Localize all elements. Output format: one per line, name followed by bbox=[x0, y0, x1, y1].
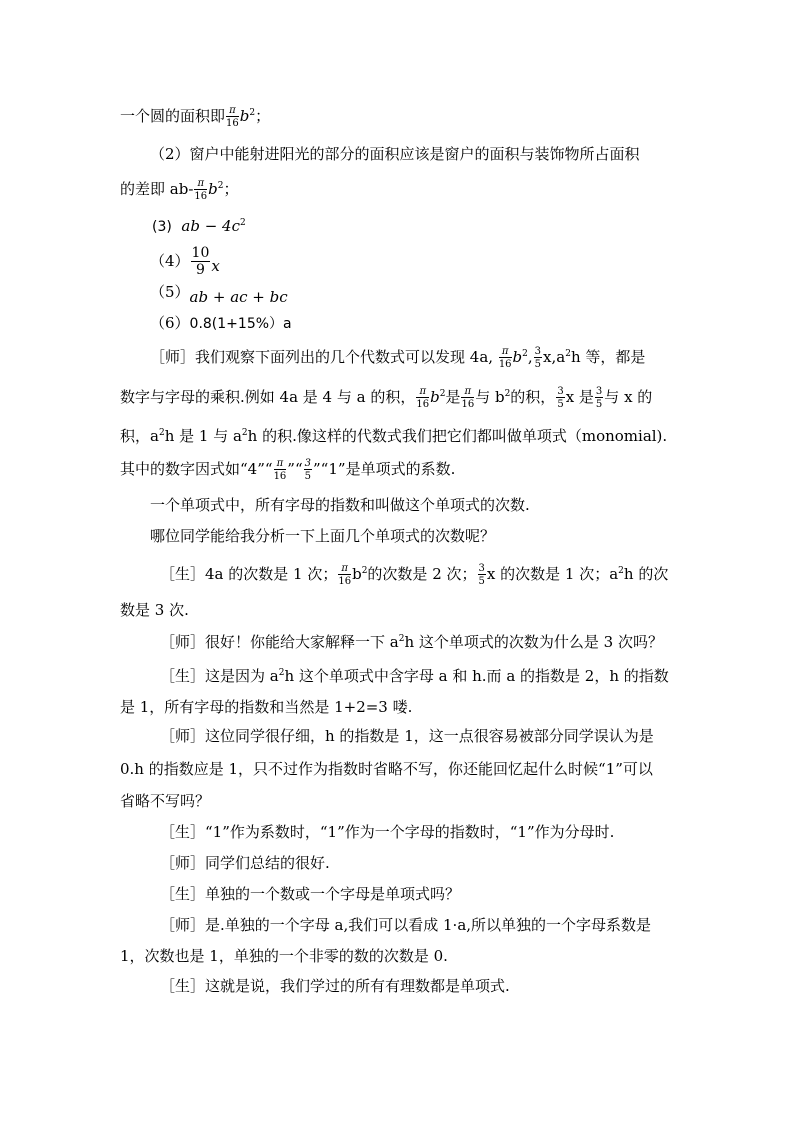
fraction-denominator: 9 bbox=[196, 262, 205, 278]
exponent: 2 bbox=[618, 566, 624, 576]
fraction-denominator: 5 bbox=[557, 399, 564, 410]
text-run: 是 bbox=[445, 388, 461, 406]
exponent: 2 bbox=[158, 428, 165, 438]
text-run: x 的次数是 1 次；a bbox=[486, 565, 619, 583]
text-run: 其中的数字因式如“4”“ bbox=[120, 460, 273, 478]
fraction-numerator: 3 bbox=[534, 346, 542, 357]
text-run: ［生］这是因为 a bbox=[160, 667, 279, 685]
exponent: 2 bbox=[241, 428, 248, 438]
text-run: ”“1”是单项式的系数. bbox=[313, 460, 456, 478]
text-run: x,a bbox=[543, 348, 566, 366]
text-run: ； bbox=[223, 180, 239, 198]
fraction-denominator: 5 bbox=[304, 471, 312, 482]
fraction bbox=[194, 178, 207, 202]
text-run: h 这个单项式中含字母 a 和 h.而 a 的指数是 2，h 的指数 bbox=[284, 667, 669, 685]
text-run: ［生］4a 的次数是 1 次； bbox=[160, 565, 338, 583]
item-number: (3) bbox=[152, 219, 172, 235]
text-line bbox=[120, 426, 667, 446]
fraction-denominator: 16 bbox=[194, 191, 208, 202]
fraction-denominator: 16 bbox=[226, 118, 239, 129]
text-line: 哪位同学能给我分析一下上面几个单项式的次数呢？ bbox=[150, 527, 496, 545]
exponent: 2 bbox=[249, 108, 256, 118]
fraction-numerator: 3 bbox=[478, 563, 485, 574]
exponent: 2 bbox=[522, 349, 528, 359]
fraction-numerator: π bbox=[226, 105, 239, 117]
variable: b bbox=[512, 348, 523, 366]
text-line bbox=[150, 246, 220, 278]
fraction bbox=[274, 458, 287, 482]
variable: b bbox=[208, 180, 218, 198]
fraction-denominator: 16 bbox=[273, 471, 287, 482]
fraction bbox=[416, 386, 429, 410]
exponent: 2 bbox=[217, 181, 224, 191]
text-line: 0.h 的指数应是 1，只不过作为指数时省略不写，你还能回忆起什么时候“1”可以 bbox=[120, 760, 653, 778]
text-line: ［生］这就是说，我们学过的所有有理数都是单项式. bbox=[160, 977, 510, 995]
text-run: h 的次 bbox=[623, 565, 669, 583]
text-run: 一个圆的面积即 bbox=[120, 107, 226, 125]
variable: b bbox=[239, 107, 250, 125]
text-line bbox=[120, 386, 652, 410]
fraction bbox=[461, 386, 474, 410]
text-line: ［师］是.单独的一个字母 a,我们可以看成 1·a,所以单独的一个字母系数是 bbox=[160, 916, 652, 934]
text-line: 数是 3 次. bbox=[120, 601, 189, 619]
exponent: 2 bbox=[504, 389, 511, 399]
text-run: 的差即 ab- bbox=[120, 180, 194, 198]
text-run: ”“ bbox=[287, 460, 303, 478]
text-run: h 等，都是 bbox=[570, 348, 646, 366]
text-run: , bbox=[527, 348, 533, 366]
fraction-denominator: 16 bbox=[416, 399, 430, 410]
fraction-denominator: 16 bbox=[498, 359, 512, 370]
item-number: （6） bbox=[150, 314, 190, 332]
variable: b bbox=[430, 388, 440, 406]
text-run: x 是 bbox=[565, 388, 594, 406]
text-line: 是 1，所有字母的指数和当然是 1+2=3 喽. bbox=[120, 698, 413, 716]
fraction-numerator: 3 bbox=[557, 386, 564, 397]
text-run: 与 x 的 bbox=[604, 388, 653, 406]
text-line: ［生］“1”作为系数时，“1”作为一个字母的指数时，“1”作为分母时. bbox=[160, 823, 615, 841]
fraction bbox=[556, 386, 564, 410]
fraction-denominator: 16 bbox=[461, 399, 475, 410]
fraction-numerator: π bbox=[461, 386, 474, 398]
item-number: （4） bbox=[150, 252, 190, 270]
text-run: b bbox=[352, 565, 362, 583]
text-run: h 是 1 与 a bbox=[164, 427, 242, 445]
text-line bbox=[150, 282, 288, 306]
variable: x bbox=[211, 257, 220, 275]
fraction bbox=[595, 386, 603, 410]
text-line: ［师］这位同学很仔细，h 的指数是 1，这一点很容易被部分同学误认为是 bbox=[160, 727, 654, 745]
fraction bbox=[534, 346, 542, 370]
fraction bbox=[478, 563, 486, 587]
fraction-numerator: 3 bbox=[304, 458, 312, 469]
text-line bbox=[120, 458, 455, 482]
text-run: ［师］我们观察下面列出的几个代数式可以发现 4a, bbox=[150, 348, 494, 366]
exponent: 2 bbox=[565, 349, 571, 359]
exponent: 2 bbox=[361, 566, 368, 576]
text-line bbox=[150, 346, 645, 370]
text-line bbox=[150, 313, 292, 334]
text-line bbox=[152, 216, 246, 237]
fraction-numerator: π bbox=[499, 346, 512, 358]
text-line: 一个单项式中，所有字母的指数和叫做这个单项式的次数. bbox=[150, 496, 530, 514]
fraction bbox=[191, 246, 211, 278]
text-run: 与 b bbox=[475, 388, 505, 406]
fraction bbox=[226, 105, 239, 129]
item-number: （5） bbox=[150, 283, 190, 301]
fraction-numerator: π bbox=[416, 386, 429, 398]
text-line bbox=[160, 666, 669, 686]
text-line: ［师］同学们总结的很好. bbox=[160, 854, 330, 872]
fraction-denominator: 16 bbox=[338, 576, 352, 587]
fraction bbox=[499, 346, 512, 370]
text-line: 1，次数也是 1，单独的一个非零的数的次数是 0. bbox=[120, 947, 448, 965]
fraction bbox=[338, 563, 351, 587]
text-line: （2）窗户中能射进阳光的部分的面积应该是窗户的面积与装饰物所占面积 bbox=[150, 145, 640, 163]
exponent: 2 bbox=[439, 389, 446, 399]
fraction-numerator: π bbox=[274, 458, 287, 470]
fraction-numerator: 10 bbox=[191, 245, 210, 261]
text-run: 积，a bbox=[120, 427, 159, 445]
text-line bbox=[160, 632, 663, 652]
exponent: 2 bbox=[239, 218, 246, 228]
text-run: 的次数是 2 次； bbox=[367, 565, 477, 583]
text-run: ［师］很好！你能给大家解释一下 a bbox=[160, 633, 399, 651]
text-line bbox=[160, 563, 668, 587]
text-run: 数字与字母的乘积.例如 4a 是 4 与 a 的积， bbox=[120, 388, 416, 406]
exponent: 2 bbox=[398, 634, 405, 644]
fraction-denominator: 5 bbox=[478, 576, 485, 587]
text-line bbox=[120, 105, 270, 129]
math-expression: 0.8(1+15%）a bbox=[189, 316, 292, 332]
text-run: ； bbox=[255, 107, 271, 125]
math-expression: ab − 4c bbox=[181, 217, 240, 235]
fraction-denominator: 5 bbox=[595, 399, 603, 410]
text-run: h 的积.像这样的代数式我们把它们都叫做单项式（monomial). bbox=[247, 427, 668, 445]
math-expression: ab + ac + bc bbox=[189, 288, 288, 306]
fraction-denominator: 5 bbox=[534, 359, 542, 370]
text-run: h 这个单项式的次数为什么是 3 次吗？ bbox=[404, 633, 663, 651]
text-line: 省略不写吗？ bbox=[120, 792, 211, 810]
text-run: 的积， bbox=[510, 388, 556, 406]
fraction-numerator: π bbox=[338, 563, 351, 575]
fraction bbox=[304, 458, 312, 482]
text-line: ［生］单独的一个数或一个字母是单项式吗？ bbox=[160, 885, 461, 903]
text-line bbox=[120, 178, 238, 202]
fraction-numerator: 3 bbox=[595, 386, 603, 397]
exponent: 2 bbox=[278, 668, 285, 678]
fraction-numerator: π bbox=[194, 178, 207, 190]
